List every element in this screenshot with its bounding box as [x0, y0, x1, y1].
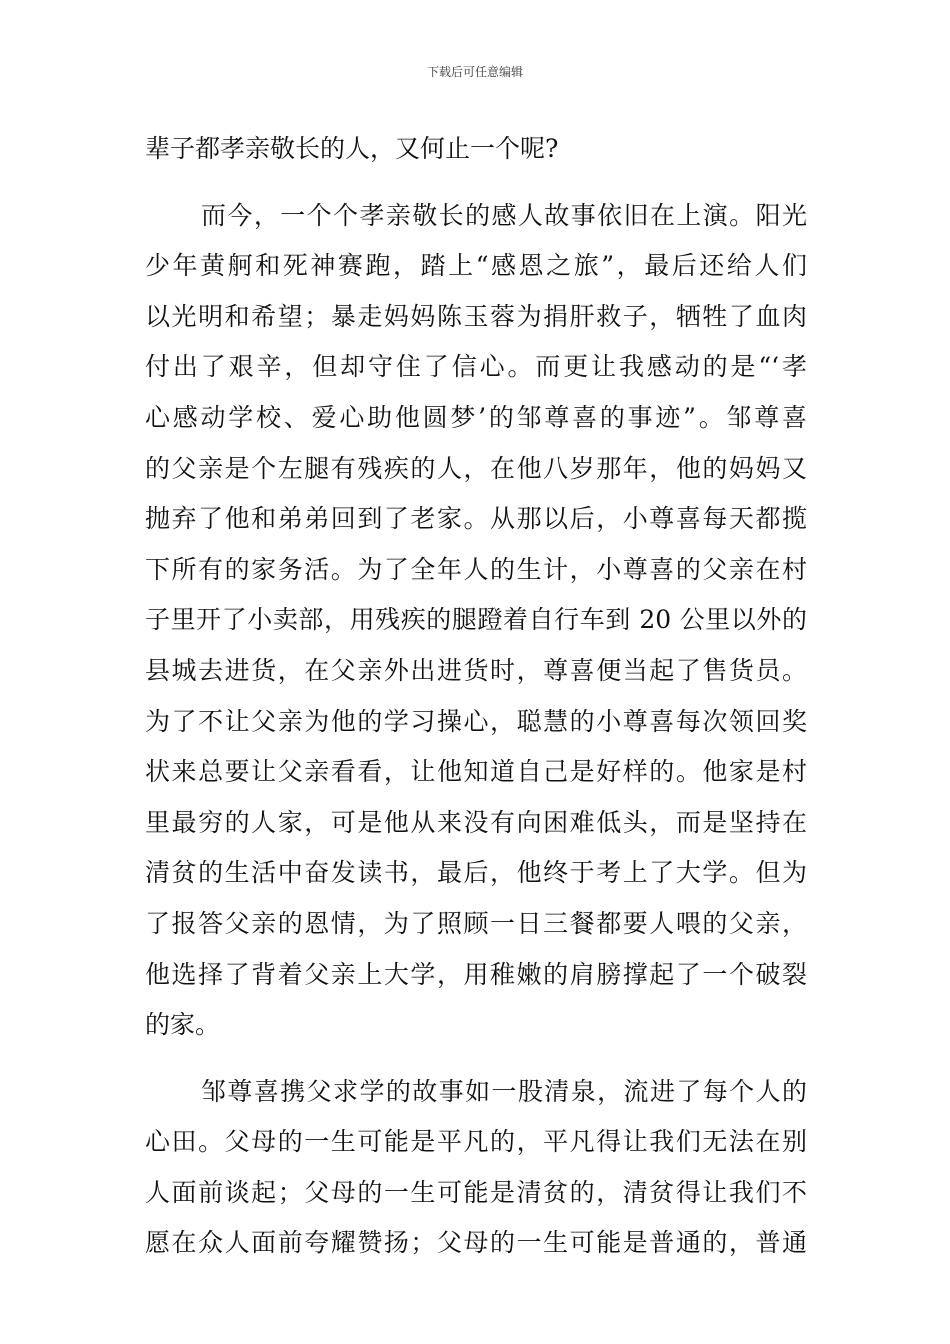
- paragraph-1: [145, 124, 807, 175]
- paragraph-gap: [145, 175, 807, 191]
- text-line: 以光明和希望；暴走妈妈陈玉蓉为捐肝救子，牺牲了血肉: [145, 301, 807, 331]
- text-line: 人面前谈起；父母的一生可能是清贫的，清贫得让我们不: [145, 1177, 807, 1207]
- text-line: 他选择了背着父亲上大学，用稚嫩的肩膀撑起了一个破裂: [145, 959, 807, 989]
- text-line: 的父亲是个左腿有残疾的人，在他八岁那年，他的妈妈又: [145, 453, 807, 483]
- text-line: 清贫的生活中奋发读书，最后，他终于考上了大学。但为: [145, 858, 807, 888]
- text-line: 少年黄舸和死神赛跑，踏上“感恩之旅”，最后还给人们: [145, 251, 807, 281]
- text-line: 邹尊喜携父求学的故事如一股清泉，流进了每个人的: [201, 1076, 807, 1106]
- paragraph-2: [145, 191, 807, 1051]
- text-line: 状来总要让父亲看看，让他知道自己是好样的。他家是村: [145, 757, 807, 787]
- text-line: 子里开了小卖部，用残疾的腿蹬着自行车到 20 公里以外的: [145, 605, 807, 635]
- text-line: 抛弃了他和弟弟回到了老家。从那以后，小尊喜每天都揽: [145, 504, 807, 534]
- text-line: 的家。: [145, 1010, 221, 1040]
- paragraph-3: [145, 1067, 807, 1269]
- text-line: 辈子都孝亲敬长的人，又何止一个呢?: [145, 134, 559, 163]
- document-body: [145, 124, 807, 1269]
- text-line: 为了不让父亲为他的学习操心，聪慧的小尊喜每次领回奖: [145, 706, 807, 736]
- text-line: 里最穷的人家，可是他从来没有向困难低头，而是坚持在: [145, 807, 807, 837]
- paragraph-gap: [145, 1051, 807, 1067]
- text-line: 心田。父母的一生可能是平凡的，平凡得让我们无法在别: [145, 1127, 807, 1157]
- text-line: 县城去进货，在父亲外出进货时，尊喜便当起了售货员。: [145, 655, 807, 685]
- text-line: 付出了艰辛，但却守住了信心。而更让我感动的是“‘孝: [145, 352, 807, 382]
- text-line: 心感动学校、爱心助他圆梦’的邹尊喜的事迹”。邹尊喜: [145, 402, 807, 432]
- text-line: 愿在众人面前夸耀赞扬；父母的一生可能是普通的，普通: [145, 1228, 807, 1258]
- text-line: 了报答父亲的恩情，为了照顾一日三餐都要人喂的父亲，: [145, 908, 807, 938]
- text-line: 下所有的家务活。为了全年人的生计，小尊喜的父亲在村: [145, 554, 807, 584]
- page-header: 下载后可任意编辑: [426, 65, 523, 79]
- text-line: 而今，一个个孝亲敬长的感人故事依旧在上演。阳光: [201, 200, 807, 230]
